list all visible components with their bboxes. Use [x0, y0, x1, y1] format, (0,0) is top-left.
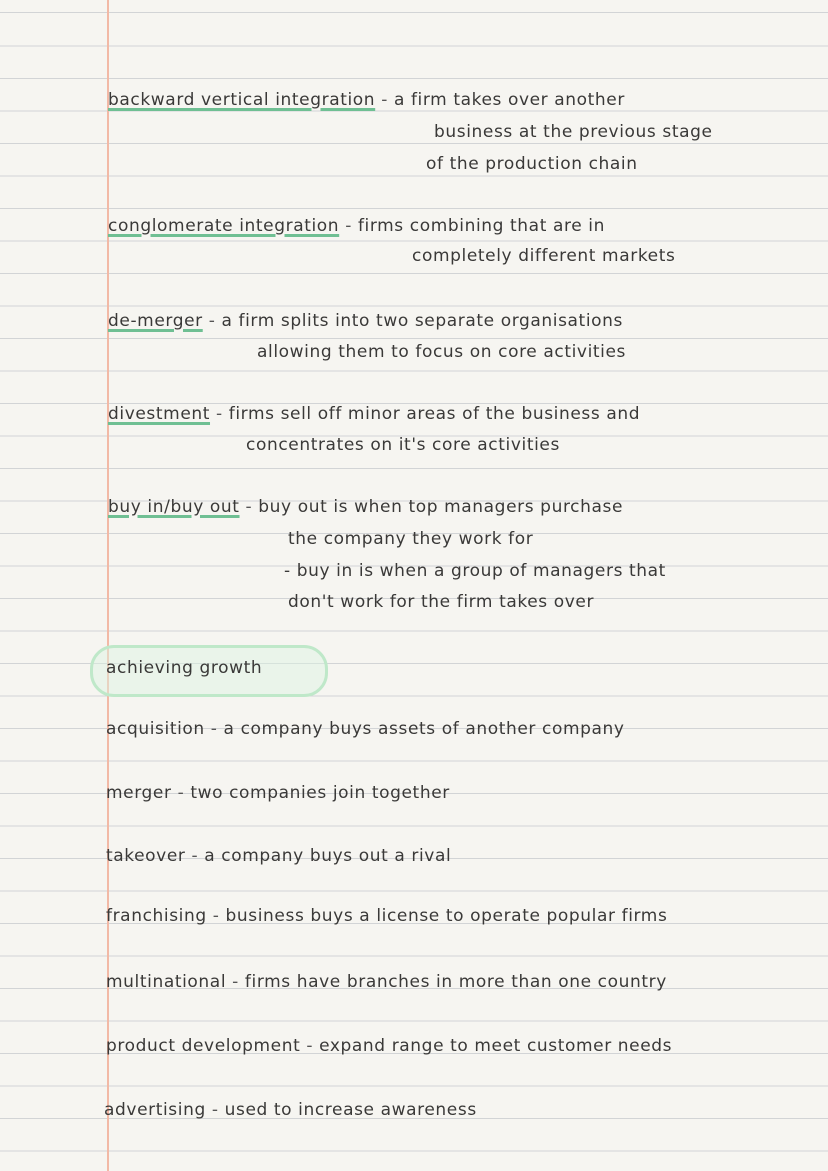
item-text: expand range to meet customer needs: [319, 1036, 673, 1056]
definition-buy-in-buy-out: [108, 497, 623, 517]
separator: -: [202, 311, 222, 331]
term-label: conglomerate integration: [108, 216, 340, 236]
separator: -: [239, 497, 259, 517]
definition-line: concentrates on it's core activities: [246, 435, 560, 455]
separator: -: [171, 783, 191, 803]
definition-line: firms sell off minor areas of the business and: [228, 404, 641, 424]
separator: -: [205, 1100, 225, 1120]
term-label: product development: [106, 1036, 301, 1056]
definition-line: completely different markets: [412, 246, 676, 266]
growth-item-acquisition: [106, 719, 625, 739]
definition-line: - buy in is when a group of managers that: [284, 561, 666, 581]
definition-line: buy out is when top managers purchase: [258, 497, 624, 517]
growth-item-advertising: [104, 1100, 477, 1120]
definition-de-merger: [108, 311, 623, 331]
term-label: takeover: [106, 846, 186, 866]
margin-line: [107, 0, 109, 1171]
definition-line: of the production chain: [426, 154, 638, 174]
separator: -: [300, 1036, 320, 1056]
growth-item-franchising: [106, 906, 667, 926]
term-label: buy in/buy out: [108, 497, 240, 517]
section-heading: achieving growth: [106, 658, 263, 678]
item-text: a company buys out a rival: [204, 846, 452, 866]
item-text: a company buys assets of another company: [223, 719, 625, 739]
term-label: acquisition: [106, 719, 205, 739]
separator: -: [339, 216, 358, 236]
definition-line: don't work for the firm takes over: [288, 592, 595, 612]
definition-line: business at the previous stage: [434, 122, 713, 142]
separator: -: [210, 404, 229, 424]
term-label: multinational: [106, 972, 227, 992]
growth-item-product-development: [106, 1036, 672, 1056]
separator: -: [204, 719, 224, 739]
definition-line: a firm takes over another: [393, 90, 625, 110]
growth-item-merger: [106, 783, 450, 803]
growth-item-multinational: [106, 972, 667, 992]
term-label: divestment: [108, 404, 211, 424]
term-label: backward vertical integration: [108, 90, 376, 110]
definition-line: firms combining that are in: [357, 216, 605, 236]
separator: -: [185, 846, 205, 866]
term-label: merger: [106, 783, 172, 803]
separator: -: [226, 972, 245, 992]
separator: -: [206, 906, 226, 926]
definition-conglomerate-integration: [108, 216, 605, 236]
item-text: used to increase awareness: [224, 1100, 477, 1120]
term-label: de-merger: [108, 311, 203, 331]
definition-backward-vertical-integration: [108, 90, 625, 110]
term-label: franchising: [106, 906, 207, 926]
definition-line: allowing them to focus on core activities: [257, 342, 627, 362]
item-text: business buys a license to operate popular firms: [225, 906, 668, 926]
item-text: two companies join together: [190, 783, 450, 803]
definition-line: the company they work for: [288, 529, 534, 549]
definition-divestment: [108, 404, 640, 424]
term-label: advertising: [104, 1100, 206, 1120]
growth-item-takeover: [106, 846, 451, 866]
separator: -: [375, 90, 394, 110]
definition-line: a firm splits into two separate organisations: [221, 311, 623, 331]
item-text: firms have branches in more than one country: [244, 972, 667, 992]
